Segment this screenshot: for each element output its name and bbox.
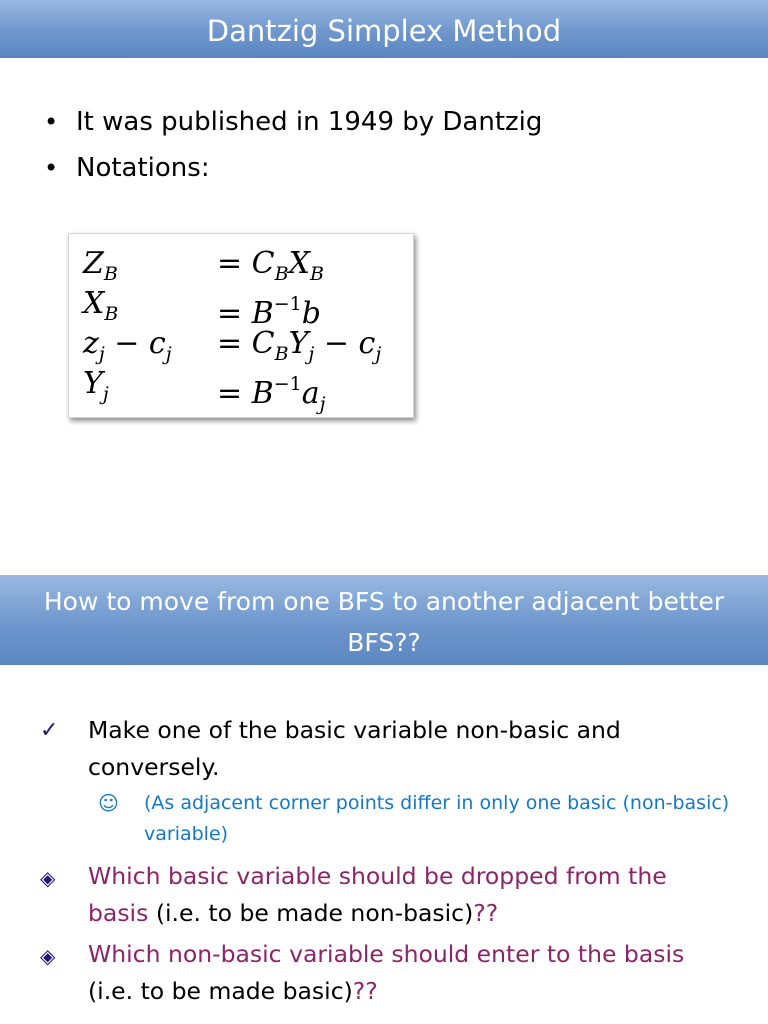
list-item-text-highlight: ?? — [352, 977, 378, 1005]
list-item-text-highlight: basis — [88, 899, 149, 927]
bullet-text: Notations: — [76, 153, 210, 183]
diamond-icon: ◈ — [40, 944, 56, 968]
notation-formula-box: $Z_B$ = $C_BX_B$ $X_B$ = $B^{-1}b$ $z_j - c_j$ = $C_BY_j - c_j$ $Y_j$ = $B^{-1}a_j$ — [68, 233, 414, 418]
smiley-icon: ☺ — [98, 791, 119, 815]
diamond-icon: ◈ — [40, 866, 56, 890]
bullet-text: It was published in 1949 by Dantzig — [76, 107, 543, 137]
list-item — [40, 936, 740, 1010]
bullet-list — [40, 712, 740, 1010]
list-item-text-highlight: ?? — [473, 899, 499, 927]
sub-list-item-text: (As adjacent corner points differ in only one basic (non-basic) variable) — [144, 792, 730, 845]
slide-title: Dantzig Simplex Method — [0, 0, 768, 58]
slide-title: How to move from one BFS to another adjacent better BFS?? — [0, 575, 768, 665]
bullet-icon: • — [44, 154, 59, 182]
list-item-text-highlight: Which non-basic variable should enter to the basis — [88, 940, 685, 968]
list-item-text: (i.e. to be made non-basic) — [148, 899, 474, 927]
bullet-list — [44, 100, 744, 192]
bullet-item — [44, 100, 744, 146]
list-item-text: (i.e. to be made basic) — [88, 977, 353, 1005]
list-item-text: Make one of the basic variable non-basic and conversely. — [88, 716, 621, 781]
bullet-item — [44, 146, 744, 192]
list-item-text-highlight: Which basic variable should be dropped from the — [88, 862, 667, 890]
sub-list-item — [40, 788, 740, 850]
list-item — [40, 712, 740, 786]
bullet-icon: • — [44, 108, 59, 136]
list-item — [40, 858, 740, 932]
checkmark-icon: ✓ — [40, 718, 59, 743]
